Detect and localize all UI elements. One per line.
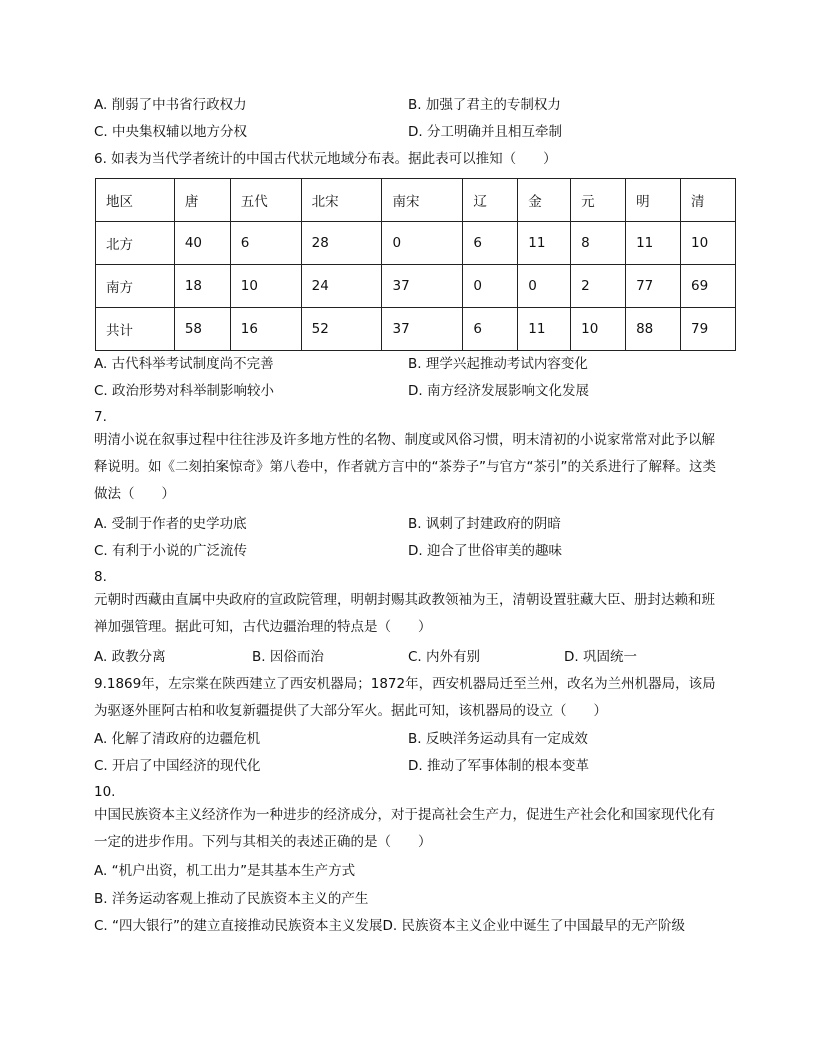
q8-option-a: A. 政教分离	[94, 649, 166, 665]
q7-stem: 明清小说在叙事过程中往往涉及许多地方性的名物、制度或风俗习惯，明末清初的小说家常常对此予以解释说明。如《二刻拍案惊奇》第八卷中，作者就方言中的“茶券子”与官方“茶引”的关系进行了解释。这类做法（ ）	[94, 432, 716, 502]
table-row	[96, 222, 736, 265]
q8-number: 8.	[94, 569, 107, 585]
q8-option-b: B. 因俗而治	[252, 649, 324, 665]
table-cell: 11	[626, 222, 681, 265]
table-header-cell: 元	[571, 179, 626, 222]
table-cell: 28	[301, 222, 382, 265]
table-cell: 2	[571, 265, 626, 308]
table-cell: 58	[174, 308, 230, 351]
q6-option-a: A. 古代科举考试制度尚不完善	[94, 356, 274, 372]
q5-option-b: B. 加强了君主的专制权力	[408, 97, 561, 113]
q10-option-a: A. “机户出资，机工出力”是其基本生产方式	[94, 863, 356, 879]
table-cell: 88	[626, 308, 681, 351]
q7-option-d: D. 迎合了世俗审美的趣味	[408, 543, 562, 559]
q9-option-d: D. 推动了军事体制的根本变革	[408, 758, 589, 774]
table-cell: 79	[681, 308, 736, 351]
table-cell: 10	[681, 222, 736, 265]
table-cell: 10	[571, 308, 626, 351]
table-header-cell: 地区	[96, 179, 175, 222]
table-row	[96, 308, 736, 351]
table-header-cell: 金	[518, 179, 571, 222]
table-cell: 24	[301, 265, 382, 308]
q9-stem: 9.1869年，左宗棠在陕西建立了西安机器局；1872年，西安机器局迁至兰州，改名为兰州机器局，该局为驱逐外匪阿古柏和收复新疆提供了大部分军火。据此可知，该机器局的设立（ ）	[94, 676, 716, 719]
table-cell: 37	[382, 308, 463, 351]
table-row	[96, 265, 736, 308]
table-cell: 8	[571, 222, 626, 265]
q10-option-b: B. 洋务运动客观上推动了民族资本主义的产生	[94, 891, 369, 907]
table-cell: 0	[518, 265, 571, 308]
table-cell: 11	[518, 308, 571, 351]
table-cell: 10	[230, 265, 301, 308]
table-cell: 0	[382, 222, 463, 265]
table-cell: 16	[230, 308, 301, 351]
q6-option-d: D. 南方经济发展影响文化发展	[408, 383, 589, 399]
table-cell: 共计	[96, 308, 175, 351]
q6-option-c: C. 政治形势对科举制影响较小	[94, 383, 275, 399]
table-cell: 南方	[96, 265, 175, 308]
table-header-cell: 南宋	[382, 179, 463, 222]
table-header-cell: 明	[626, 179, 681, 222]
table-cell: 69	[681, 265, 736, 308]
table-header-cell: 清	[681, 179, 736, 222]
q10-number: 10.	[94, 784, 116, 800]
table-header-cell: 五代	[230, 179, 301, 222]
q7-option-c: C. 有利于小说的广泛流传	[94, 543, 248, 559]
q6-option-b: B. 理学兴起推动考试内容变化	[408, 356, 588, 372]
table-header-cell: 辽	[463, 179, 518, 222]
q9-option-a: A. 化解了清政府的边疆危机	[94, 731, 261, 747]
q8-stem: 元朝时西藏由直属中央政府的宣政院管理，明朝封赐其政教领袖为王，清朝设置驻藏大臣、册封达赖和班禅加强管理。据此可知，古代边疆治理的特点是（ ）	[94, 592, 715, 635]
q8-option-c: C. 内外有别	[408, 649, 481, 665]
zhuangyuan-distribution-table	[95, 178, 736, 351]
table-cell: 11	[518, 222, 571, 265]
q5-option-c: C. 中央集权辅以地方分权	[94, 124, 248, 140]
table-cell: 37	[382, 265, 463, 308]
table-cell: 52	[301, 308, 382, 351]
table-cell: 6	[463, 222, 518, 265]
q10-stem: 中国民族资本主义经济作为一种进步的经济成分，对于提高社会生产力，促进生产社会化和国家现代化有一定的进步作用。下列与其相关的表述正确的是（ ）	[94, 807, 715, 850]
q5-option-d: D. 分工明确并且相互牵制	[408, 124, 562, 140]
table-cell: 6	[463, 308, 518, 351]
table-header-cell: 唐	[174, 179, 230, 222]
table-cell: 6	[230, 222, 301, 265]
q6-stem: 6. 如表为当代学者统计的中国古代状元地域分布表。据此表可以推知（ ）	[94, 151, 557, 167]
q7-option-a: A. 受制于作者的史学功底	[94, 516, 247, 532]
q8-option-d: D. 巩固统一	[564, 649, 637, 665]
table-cell: 北方	[96, 222, 175, 265]
q9-option-b: B. 反映洋务运动具有一定成效	[408, 731, 588, 747]
q9-option-c: C. 开启了中国经济的现代化	[94, 758, 261, 774]
table-cell: 18	[174, 265, 230, 308]
q10-option-cd: C. “四大银行”的建立直接推动民族资本主义发展D. 民族资本主义企业中诞生了中国最早的无产阶级	[94, 918, 685, 934]
table-header-cell: 北宋	[301, 179, 382, 222]
table-cell: 77	[626, 265, 681, 308]
table-header-row	[96, 179, 736, 222]
q7-option-b: B. 讽刺了封建政府的阴暗	[408, 516, 561, 532]
q7-number: 7.	[94, 409, 107, 425]
table-cell: 0	[463, 265, 518, 308]
table-cell: 40	[174, 222, 230, 265]
q5-option-a: A. 削弱了中书省行政权力	[94, 97, 247, 113]
